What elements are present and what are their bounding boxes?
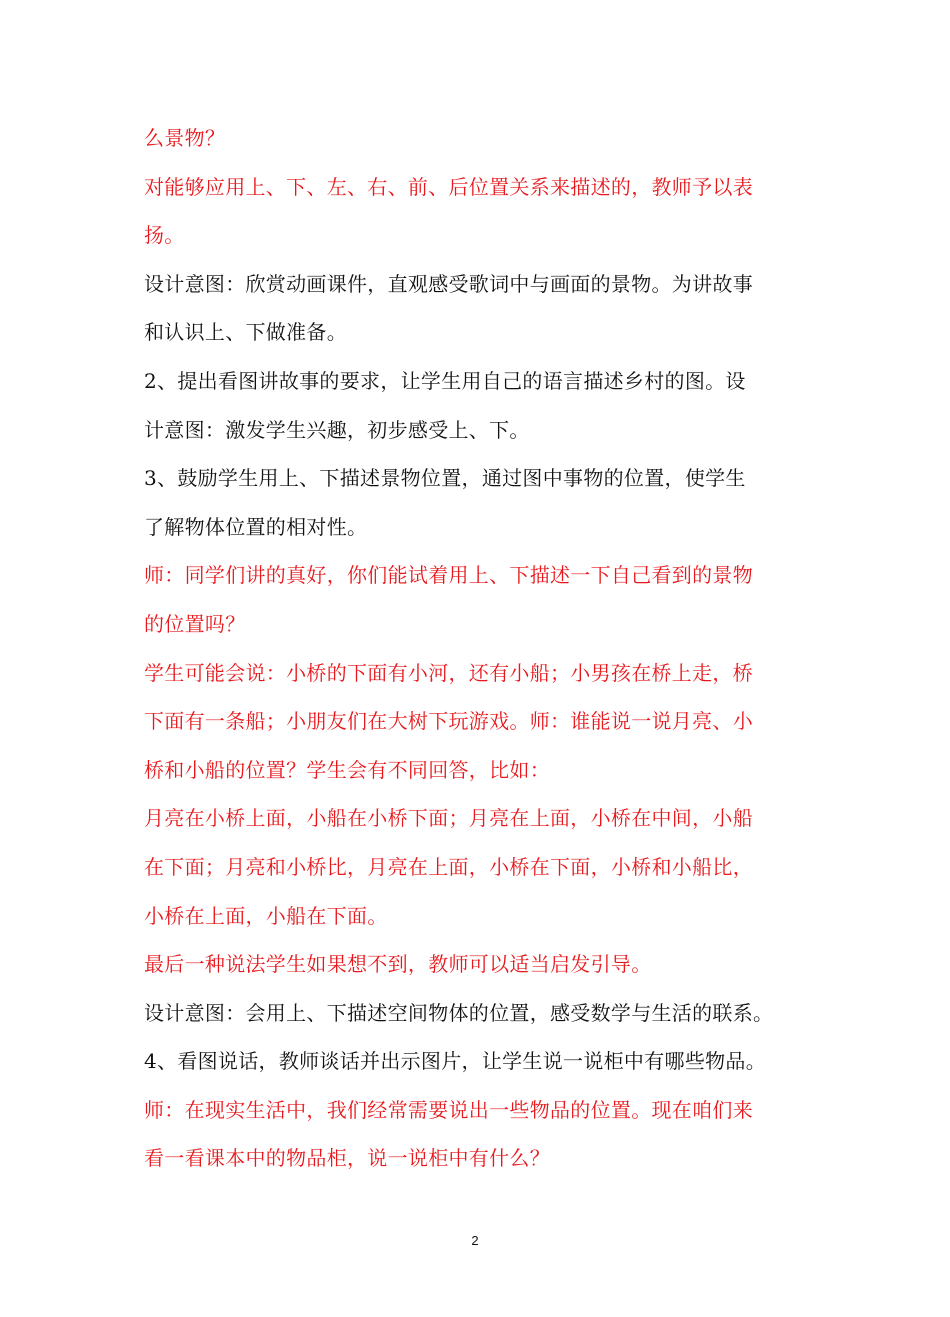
paragraph-line: 月亮在小桥上面，小船在小桥下面；月亮在上面，小桥在中间，小船 [144,806,753,831]
paragraph-line: 最后一种说法学生如果想不到，教师可以适当启发引导。 [144,952,652,977]
paragraph-line: 对能够应用上、下、左、右、前、后位置关系来描述的，教师予以表 [144,174,753,199]
paragraph-line: 在下面；月亮和小桥比，月亮在上面，小桥在下面，小桥和小船比， [144,854,753,879]
paragraph-line: 设计意图：欣赏动画课件，直观感受歌词中与画面的景物。为讲故事 [144,271,753,296]
paragraph-line: 的位置吗？ [144,611,246,636]
paragraph-line: 了解物体位置的相对性。 [144,514,368,539]
paragraph-line: 2、提出看图讲故事的要求，让学生用自己的语言描述乡村的图。设 [144,368,746,393]
paragraph-line: 桥和小船的位置？学生会有不同回答，比如： [144,757,550,782]
paragraph-line: 看一看课本中的物品柜，说一说柜中有什么？ [144,1146,550,1171]
paragraph-line: 师：在现实生活中，我们经常需要说出一些物品的位置。现在咱们来 [144,1097,753,1122]
paragraph-line: 设计意图：会用上、下描述空间物体的位置，感受数学与生活的联系。 [144,1000,774,1025]
paragraph-line: 下面有一条船；小朋友们在大树下玩游戏。师：谁能说一说月亮、小 [144,709,753,734]
page-body [144,114,824,1183]
paragraph-line: 师：同学们讲的真好，你们能试着用上、下描述一下自己看到的景物 [144,563,753,588]
paragraph-line: 3、鼓励学生用上、下描述景物位置，通过图中事物的位置，使学生 [144,466,746,491]
paragraph-line: 学生可能会说：小桥的下面有小河，还有小船；小男孩在桥上走，桥 [144,660,753,685]
paragraph-line: 4、看图说话，教师谈话并出示图片，让学生说一说柜中有哪些物品。 [144,1049,767,1074]
page-number: 2 [471,1233,479,1248]
paragraph-line: 计意图：激发学生兴趣，初步感受上、下。 [144,417,530,442]
paragraph-line: 小桥在上面，小船在下面。 [144,903,388,928]
paragraph-line: 扬。 [144,223,185,248]
paragraph-line: 和认识上、下做准备。 [144,320,347,345]
paragraph-line: 么景物？ [144,126,226,150]
